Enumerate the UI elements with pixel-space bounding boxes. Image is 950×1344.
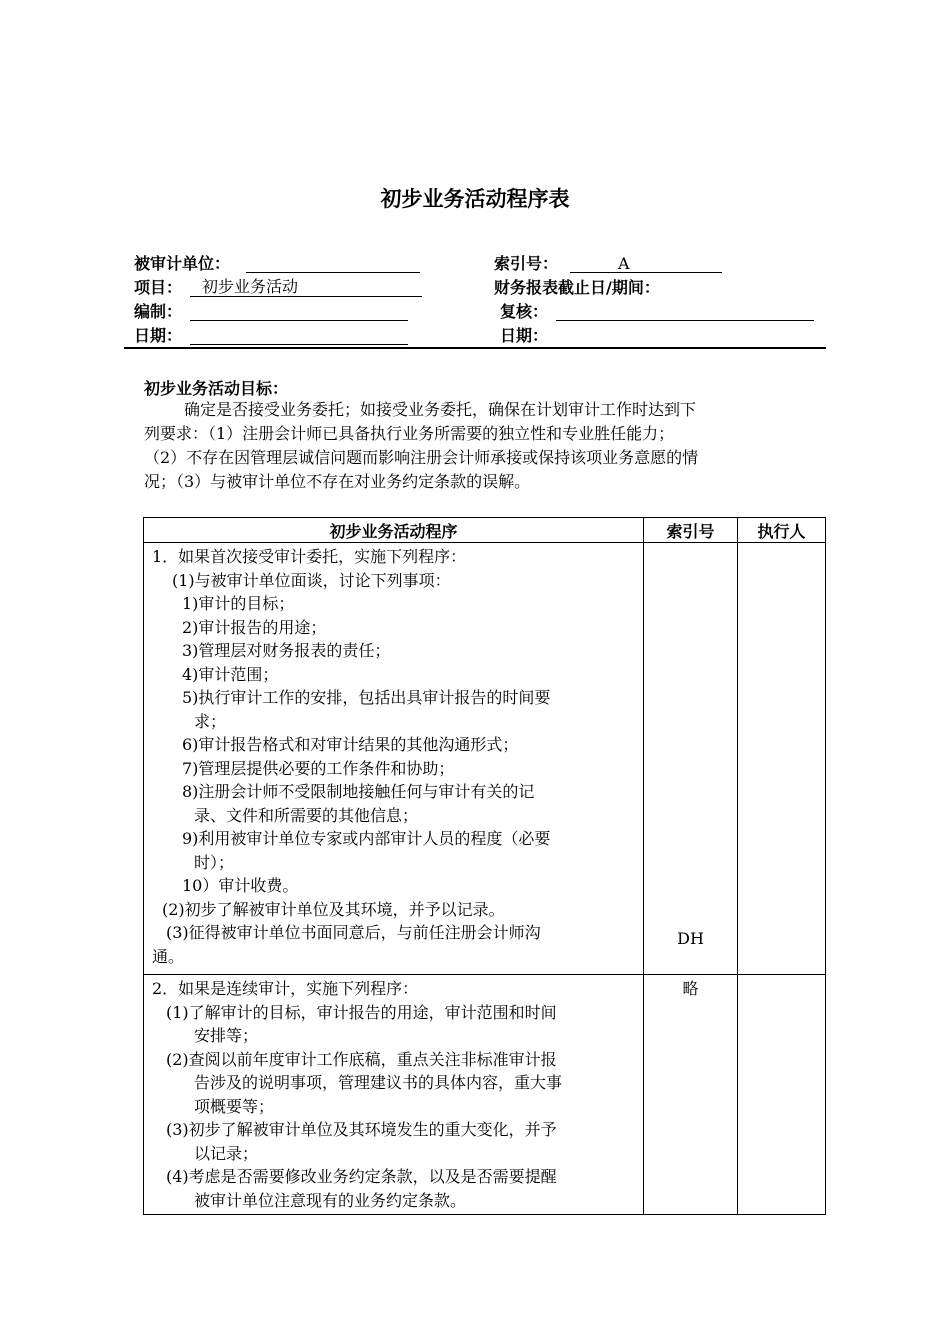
objective-text [144, 398, 806, 494]
reviewed-field[interactable] [556, 302, 814, 321]
procedure-line: 以记录； [194, 1143, 259, 1163]
objective-line: 确定是否接受业务委托；如接受业务委托，确保在计划审计工作时达到下 [184, 400, 697, 419]
procedure-line: 告涉及的说明事项，管理建议书的具体内容，重大事 [194, 1073, 563, 1092]
procedure-line: 安排等； [194, 1026, 259, 1045]
project-value: 初步业务活动 [202, 277, 299, 296]
procedure-line: 录、文件和所需要的其他信息； [194, 805, 419, 825]
procedure-line: 求； [194, 711, 227, 731]
objective-line: 况；（3）与被审计单位不存在对业务约定条款的误解。 [144, 472, 531, 491]
prepared-label: 编制： [134, 302, 183, 321]
table-row [144, 543, 826, 975]
document-title: 初步业务活动程序表 [380, 187, 570, 211]
procedure-line: 1．如果首次接受审计委托，实施下列程序： [152, 547, 467, 566]
procedure-line: 1)审计的目标； [182, 594, 295, 613]
period-label: 财务报表截止日/期间： [494, 278, 660, 297]
executor-cell[interactable] [738, 975, 826, 1215]
procedure-line: 被审计单位注意现有的业务约定条款。 [194, 1190, 467, 1210]
procedure-line: 时）； [194, 852, 235, 872]
date2-label: 日期： [500, 326, 549, 345]
index-field[interactable] [570, 254, 722, 273]
procedure-line: (2)初步了解被审计单位及其环境，并予以记录。 [162, 899, 505, 919]
procedure-line: 9)利用被审计单位专家或内部审计人员的程度（必要 [182, 829, 551, 848]
reviewed-label: 复核： [500, 302, 549, 321]
procedure-line: 10）审计收费。 [182, 876, 299, 895]
procedure-line: 5)执行审计工作的安排，包括出具审计报告的时间要 [182, 688, 551, 707]
procedure-line: (3)初步了解被审计单位及其环境发生的重大变化，并予 [166, 1120, 557, 1139]
procedure-line: (1)了解审计的目标，审计报告的用途，审计范围和时间 [166, 1002, 557, 1022]
procedure-line: (4)考虑是否需要修改业务约定条款，以及是否需要提醒 [166, 1167, 557, 1186]
date1-field[interactable] [190, 326, 408, 345]
column-header-procedure: 初步业务活动程序 [144, 518, 644, 543]
table-header-row [144, 518, 826, 543]
procedure-line: 8)注册会计师不受限制地接触任何与审计有关的记 [182, 782, 535, 801]
index-label: 索引号： [494, 254, 559, 273]
prepared-field[interactable] [190, 302, 408, 321]
project-field[interactable] [190, 278, 422, 297]
project-label: 项目： [134, 278, 183, 297]
header-divider [124, 347, 826, 349]
procedures-table [143, 517, 826, 1215]
procedure-line: 2．如果是连续审计，实施下列程序： [152, 979, 419, 998]
index-cell [644, 975, 738, 1215]
index-cell [644, 543, 738, 975]
objective-label: 初步业务活动目标： [144, 379, 289, 398]
procedure-line: 通。 [152, 946, 185, 966]
procedure-line: 项概要等； [194, 1096, 275, 1116]
index-value: DH [677, 929, 704, 948]
table-row [144, 975, 826, 1215]
procedure-line: (2)查阅以前年度审计工作底稿，重点关注非标准审计报 [166, 1049, 557, 1069]
procedure-line: 2)审计报告的用途； [182, 617, 327, 637]
executor-cell[interactable] [738, 543, 826, 975]
procedure-line: (3)征得被审计单位书面同意后，与前任注册会计师沟 [166, 923, 541, 942]
client-field[interactable] [246, 254, 420, 273]
objective-line: 列要求：（1）注册会计师已具备执行业务所需要的独立性和专业胜任能力； [144, 424, 675, 443]
column-header-executor: 执行人 [738, 518, 826, 543]
index-value: A [618, 254, 630, 273]
procedure-cell [144, 543, 644, 975]
procedure-line: 4)审计范围； [182, 664, 279, 684]
procedure-cell [144, 975, 644, 1215]
procedure-line: 6)审计报告格式和对审计结果的其他沟通形式； [182, 735, 519, 754]
client-label: 被审计单位： [134, 254, 231, 273]
procedure-line: 7)管理层提供必要的工作条件和协助； [182, 758, 455, 778]
procedure-line: 3)管理层对财务报表的责任； [182, 641, 391, 660]
index-value: 略 [682, 979, 699, 998]
objective-line: （2）不存在因管理层诚信问题而影响注册会计师承接或保持该项业务意愿的情 [144, 448, 699, 467]
procedure-line: (1)与被审计单位面谈，讨论下列事项： [172, 570, 451, 590]
date1-label: 日期： [134, 326, 183, 345]
column-header-index: 索引号 [644, 518, 738, 543]
